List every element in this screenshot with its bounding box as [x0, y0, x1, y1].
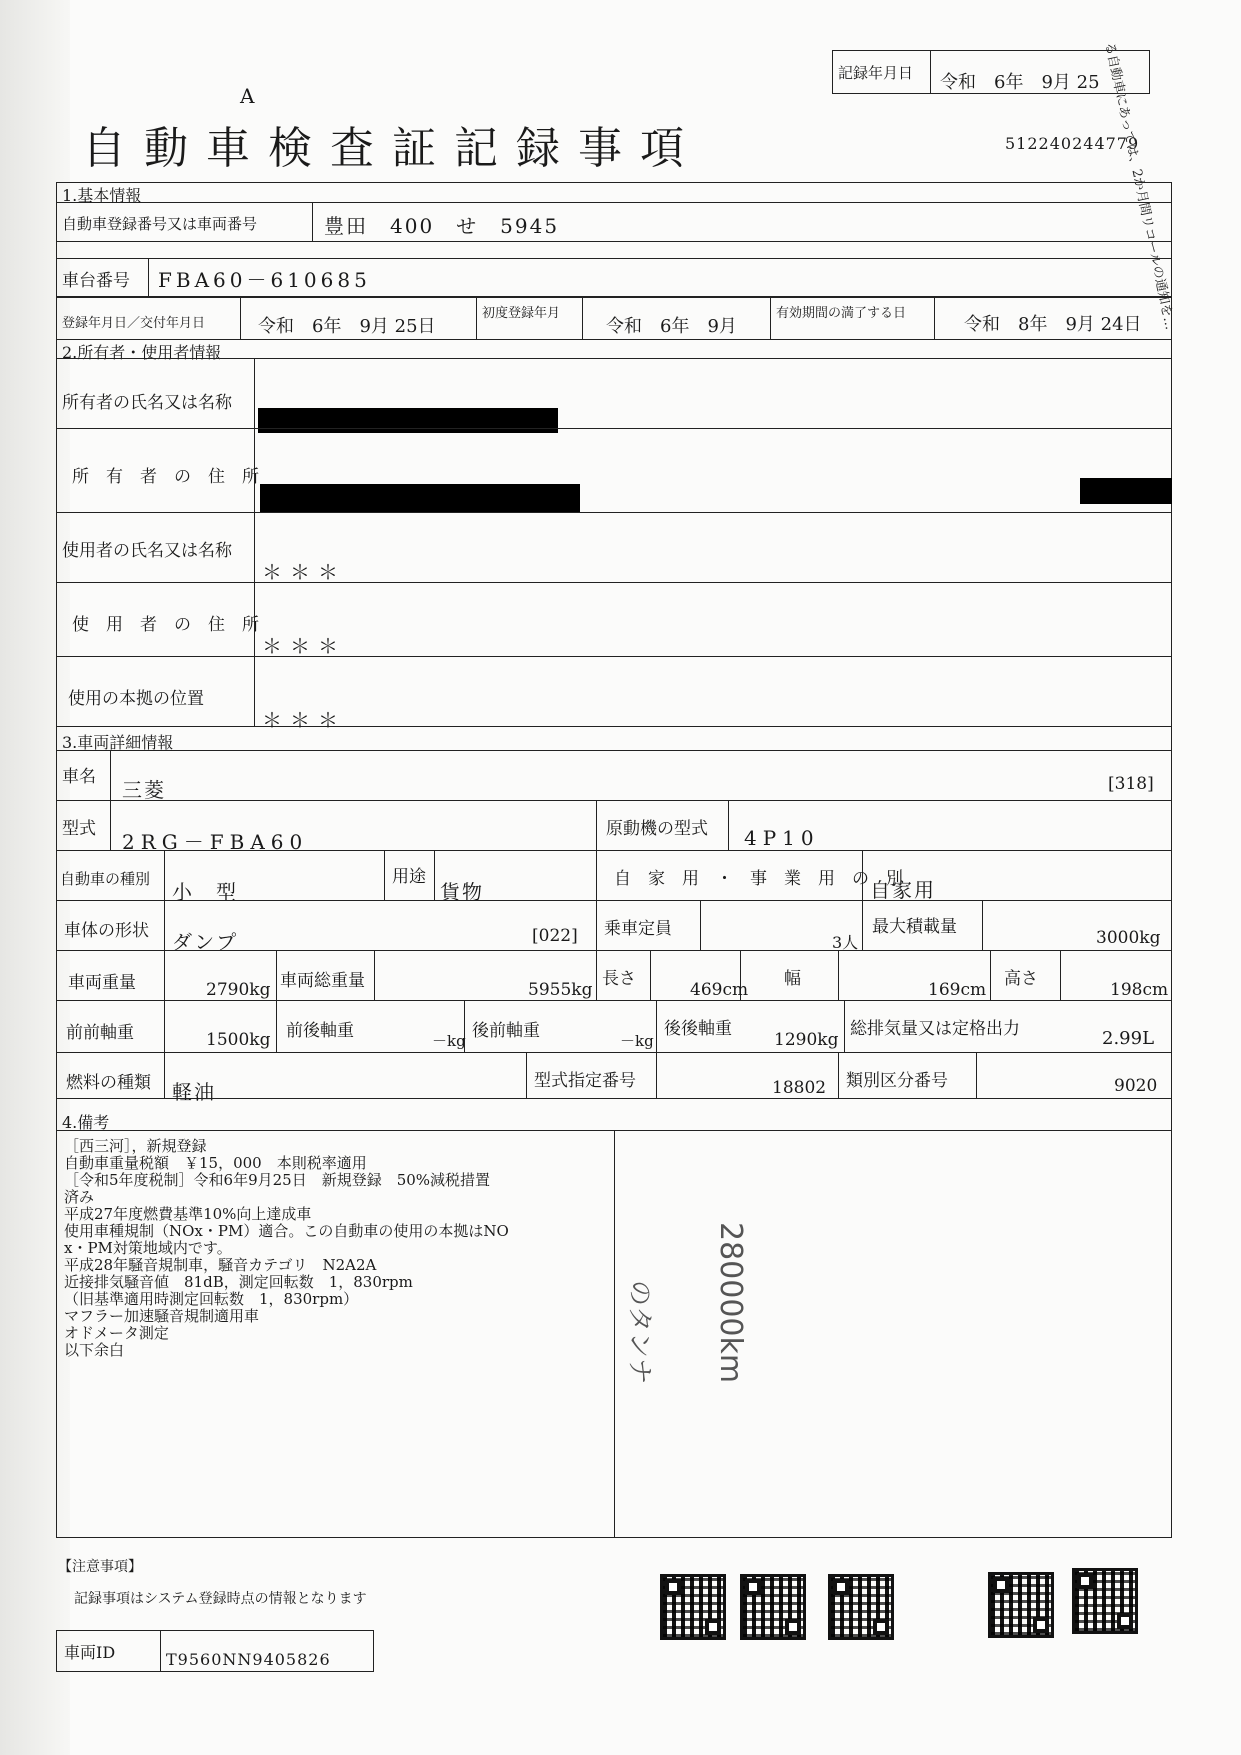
front-rear-axle-value: －kg	[432, 1032, 466, 1050]
private-business-label: 自 家 用 ・ 事 業 用 の 別	[614, 869, 903, 889]
model-label: 型式	[62, 819, 96, 839]
type-approval-value: 18802	[772, 1078, 827, 1098]
fuel-label: 燃料の種類	[66, 1073, 151, 1093]
section2-heading: 2.所有者・使用者情報	[62, 343, 222, 362]
chassis-label: 車台番号	[62, 271, 130, 291]
kind-label: 自動車の種別	[60, 870, 151, 888]
kind-value: 小 型	[172, 880, 238, 904]
height-label: 高さ	[1004, 969, 1038, 989]
owner-address-redaction-2	[1080, 478, 1172, 504]
handwritten-mileage: 280000km	[713, 1222, 748, 1384]
section1-heading: 1.基本情報	[62, 186, 142, 205]
remark-line: ［西三河］，新規登録	[64, 1137, 207, 1155]
user-name-value: ＊＊＊	[262, 560, 346, 584]
record-date-value: 令和 6年 9月 25	[940, 72, 1100, 93]
use-value: 貨物	[440, 880, 484, 904]
owner-name-label: 所有者の氏名又は名称	[62, 393, 232, 413]
record-date-label: 記録年月日	[838, 64, 914, 82]
user-name-label: 使用者の氏名又は名称	[62, 541, 232, 561]
owner-address-redaction	[260, 484, 580, 512]
notice-heading: 【注意事項】	[58, 1559, 142, 1575]
body-shape-value: ダンプ	[172, 930, 239, 954]
remark-line: 平成27年度燃費基準10%向上達成車	[64, 1205, 312, 1223]
length-value: 469cm	[690, 980, 749, 1000]
section4-heading: 4.備考	[62, 1113, 110, 1132]
displacement-value: 2.99L	[1102, 1028, 1155, 1049]
height-value: 198cm	[1110, 980, 1169, 1000]
vehicle-id-value: T9560NN9405826	[166, 1650, 331, 1669]
max-load-value: 3000kg	[1096, 928, 1161, 948]
expiry-value: 令和 8年 9月 24日	[964, 314, 1142, 335]
rear-front-axle-label: 後前軸重	[472, 1021, 540, 1041]
car-name-value: 三菱	[122, 778, 166, 802]
car-name-label: 車名	[62, 767, 96, 787]
user-address-value: ＊＊＊	[262, 634, 346, 658]
form-mark: A	[240, 84, 255, 108]
qr-code-3	[828, 1574, 894, 1640]
remark-line: 以下余白	[64, 1341, 125, 1359]
use-label: 用途	[392, 867, 426, 887]
category-value: 9020	[1114, 1076, 1158, 1096]
gross-weight-label: 車両総重量	[280, 971, 365, 991]
body-shape-code: [022]	[532, 926, 578, 946]
remark-line: オドメータ測定	[64, 1324, 169, 1342]
registration-date-label: 登録年月日／交付年月日	[62, 316, 206, 331]
front-front-axle-label: 前前軸重	[66, 1023, 134, 1043]
max-load-label: 最大積載量	[872, 917, 957, 937]
private-business-value: 自家用	[870, 878, 936, 902]
remark-line: x・PM対策地域内です。	[64, 1239, 232, 1257]
rear-rear-axle-label: 後後軸重	[664, 1019, 732, 1039]
rear-rear-axle-value: 1290kg	[774, 1030, 839, 1050]
remark-line: マフラー加速騒音規制適用車	[64, 1307, 260, 1325]
rear-front-axle-value: －kg	[620, 1032, 654, 1050]
first-registration-label: 初度登録年月	[482, 306, 561, 321]
fuel-value: 軽油	[172, 1080, 216, 1104]
front-front-axle-value: 1500kg	[206, 1030, 271, 1050]
owner-name-redaction	[258, 408, 558, 433]
qr-code-2	[740, 1574, 806, 1640]
qr-code-5	[1072, 1568, 1138, 1634]
qr-code-1	[660, 1574, 726, 1640]
remark-line: 近接排気騒音値 81dB，測定回転数 1，830rpm	[64, 1273, 413, 1291]
vehicle-weight-value: 2790kg	[206, 980, 271, 1000]
length-label: 長さ	[602, 969, 636, 989]
user-address-label: 使 用 者 の 住 所	[72, 615, 259, 635]
registration-label: 自動車登録番号又は車両番号	[62, 215, 258, 233]
type-approval-label: 型式指定番号	[534, 1071, 636, 1091]
serial-number: 512240244779	[1005, 134, 1140, 153]
gross-weight-value: 5955kg	[528, 980, 593, 1000]
registration-value: 豊田 400 せ 5945	[324, 214, 560, 238]
capacity-label: 乗車定員	[604, 919, 672, 939]
vehicle-id-label: 車両ID	[64, 1643, 116, 1662]
notice-text: 記録事項はシステム登録時点の情報となります	[74, 1591, 367, 1607]
front-rear-axle-label: 前後軸重	[286, 1021, 354, 1041]
base-location-label: 使用の本拠の位置	[68, 689, 204, 709]
car-name-code: [318]	[1108, 774, 1154, 794]
base-location-value: ＊＊＊	[262, 708, 346, 732]
handwritten-note: のタンナ	[624, 1280, 654, 1385]
document-title: 自動車検査証記録事項	[82, 123, 702, 174]
displacement-label: 総排気量又は定格出力	[850, 1019, 1020, 1039]
capacity-value: 3人	[832, 933, 859, 952]
width-label: 幅	[784, 969, 801, 989]
remark-line: 平成28年騒音規制車，騒音カテゴリ N2A2A	[64, 1256, 377, 1274]
remark-line: ［令和5年度税制］令和6年9月25日 新規登録 50%減税措置	[64, 1171, 491, 1189]
width-value: 169cm	[928, 980, 987, 1000]
chassis-value: FBA60－610685	[158, 268, 371, 292]
remark-line: 使用車種規制（NOx・PM）適合。この自動車の使用の本拠はNO	[64, 1222, 509, 1240]
expiry-label: 有効期間の満了する日	[776, 306, 907, 321]
remark-line: 自動車重量税額 ￥15，000 本則税率適用	[64, 1154, 367, 1172]
registration-date-value: 令和 6年 9月 25日	[258, 316, 436, 337]
vehicle-weight-label: 車両重量	[68, 973, 136, 993]
remarks-text	[64, 1138, 509, 1359]
category-label: 類別区分番号	[846, 1071, 948, 1091]
model-value: 2RG－FBA60	[122, 830, 309, 854]
body-shape-label: 車体の形状	[64, 921, 149, 941]
remark-line: （旧基準適用時測定回転数 1，830rpm）	[64, 1290, 359, 1308]
remark-line: 済み	[64, 1188, 95, 1206]
engine-label: 原動機の型式	[606, 819, 708, 839]
owner-address-label: 所 有 者 の 住 所	[72, 467, 259, 487]
section3-heading: 3.車両詳細情報	[62, 733, 174, 752]
first-registration-value: 令和 6年 9月	[606, 316, 737, 337]
engine-value: 4P10	[744, 826, 820, 850]
qr-code-4	[988, 1572, 1054, 1638]
